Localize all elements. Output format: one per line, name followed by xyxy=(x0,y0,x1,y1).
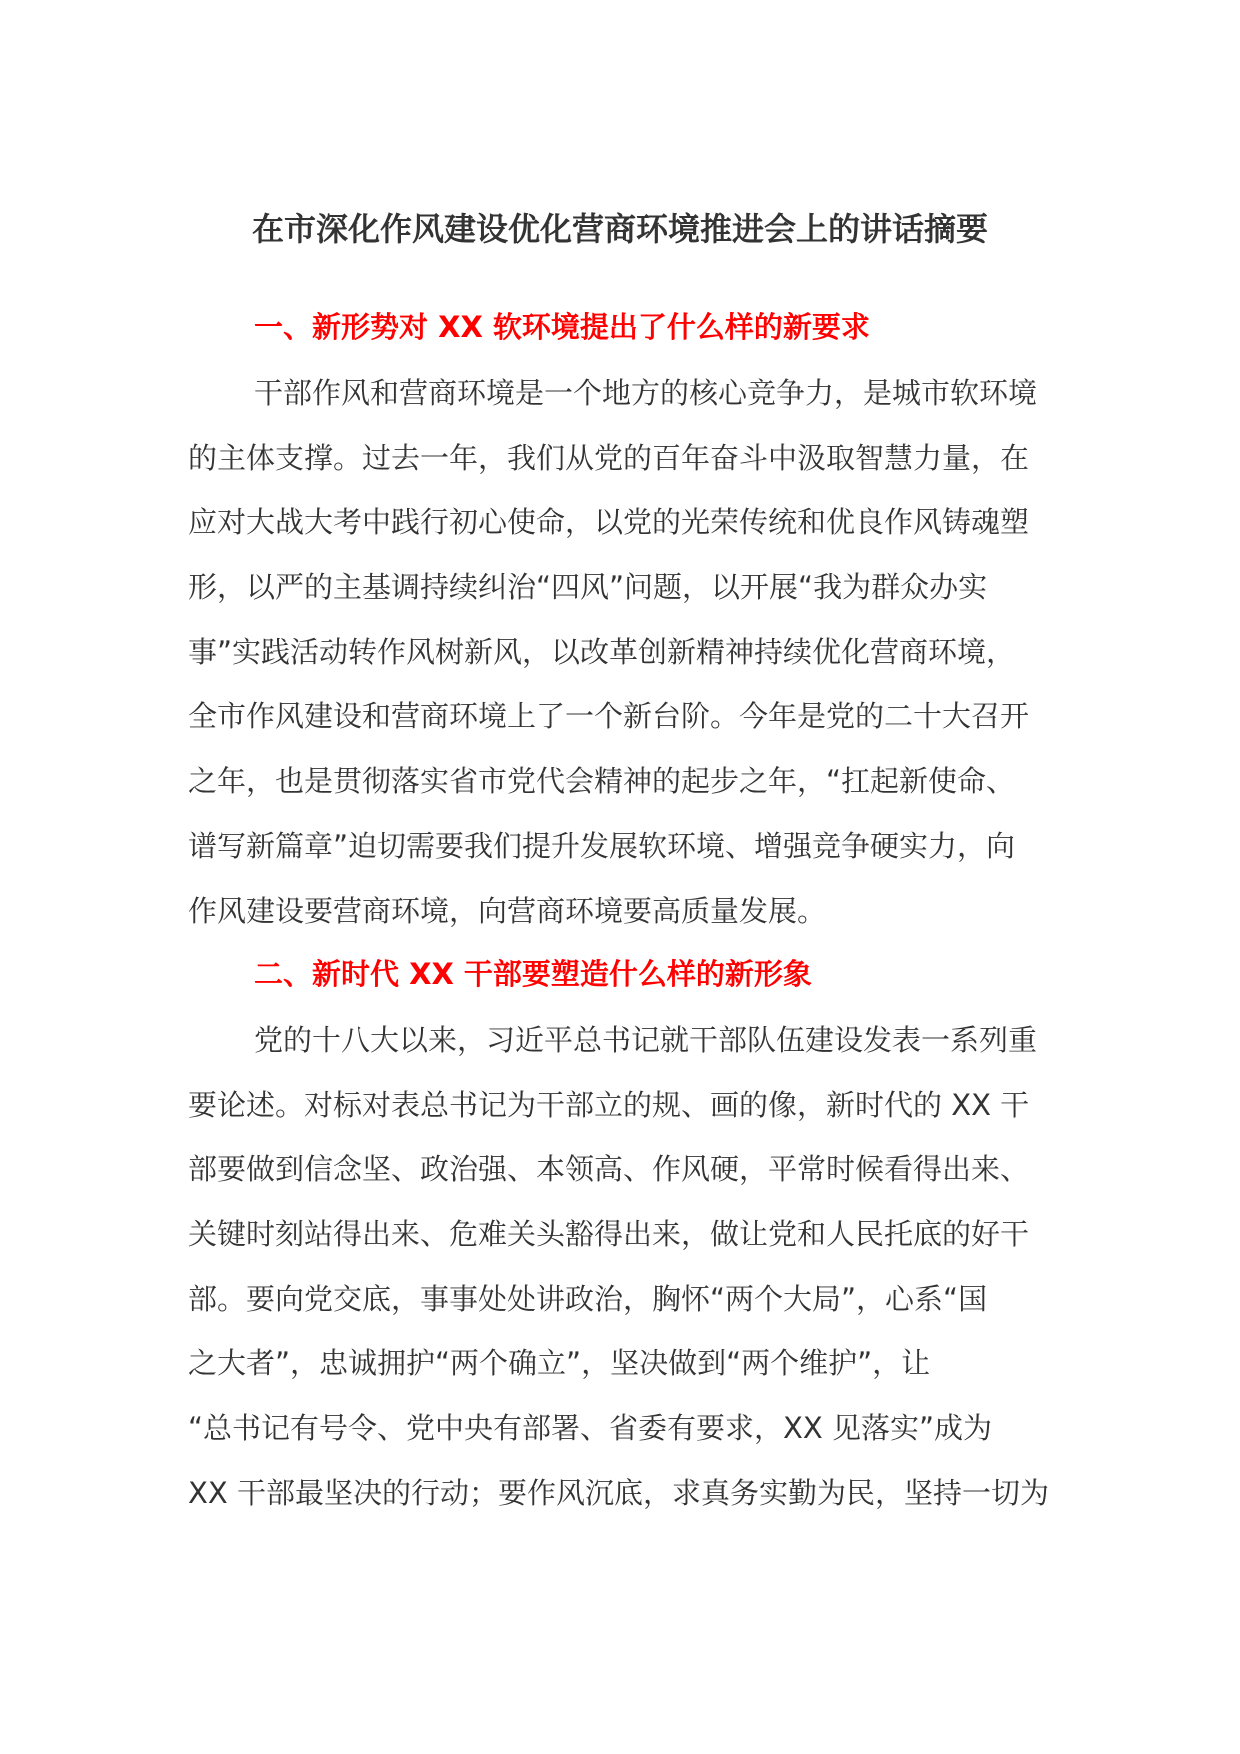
paragraph-line: 党的十八大以来，习近平总书记就干部队伍建设发表一系列重 xyxy=(254,1023,1038,1057)
paragraph-line: 应对大战大考中践行初心使命，以党的光荣传统和优良作风铸魂塑 xyxy=(188,505,1030,540)
document-title: 在市深化作风建设优化营商环境推进会上的讲话摘要 xyxy=(251,210,988,248)
paragraph-line: 的主体支撑。过去一年，我们从党的百年奋斗中汲取智慧力量，在 xyxy=(188,440,1030,475)
paragraph-line: 干部作风和营商环境是一个地方的核心竞争力，是城市软环境 xyxy=(254,376,1038,410)
paragraph-line: 作风建设要营商环境，向营商环境要高质量发展。 xyxy=(188,893,827,928)
paragraph-line: 全市作风建设和营商环境上了一个新台阶。今年是党的二十大召开 xyxy=(188,699,1030,734)
section-1-paragraph xyxy=(188,369,1058,951)
section-2-paragraph xyxy=(188,1016,1058,1534)
paragraph-line: 形，以严的主基调持续纠治“四风”问题，以开展“我为群众办实 xyxy=(188,570,988,605)
paragraph-line: 要论述。对标对表总书记为干部立的规、画的像，新时代的 XX 干 xyxy=(188,1087,1030,1122)
paragraph-line: 事”实践活动转作风树新风，以改革创新精神持续优化营商环境， xyxy=(188,634,1016,669)
paragraph-line: XX 干部最坚决的行动；要作风沉底，求真务实勤为民，坚持一切为 xyxy=(188,1475,1049,1510)
paragraph-line: 谱写新篇章”迫切需要我们提升发展软环境、增强竞争硬实力，向 xyxy=(188,828,1016,863)
paragraph-line: “总书记有号令、党中央有部署、省委有要求，XX 见落实”成为 xyxy=(188,1411,993,1446)
paragraph-line: 之年，也是贯彻落实省市党代会精神的起步之年，“扛起新使命、 xyxy=(188,764,1016,799)
paragraph-line: 关键时刻站得出来、危难关头豁得出来，做让党和人民托底的好干 xyxy=(188,1217,1030,1252)
section-heading-1: 一、新形势对 XX 软环境提出了什么样的新要求 xyxy=(254,310,870,344)
paragraph-line: 之大者”，忠诚拥护“两个确立”，坚决做到“两个维护”，让 xyxy=(188,1346,931,1381)
paragraph-line: 部要做到信念坚、政治强、本领高、作风硬，平常时候看得出来、 xyxy=(188,1152,1030,1187)
paragraph-line: 部。要向党交底，事事处处讲政治，胸怀“两个大局”，心系“国 xyxy=(188,1281,988,1316)
section-heading-2: 二、新时代 XX 干部要塑造什么样的新形象 xyxy=(254,957,812,991)
